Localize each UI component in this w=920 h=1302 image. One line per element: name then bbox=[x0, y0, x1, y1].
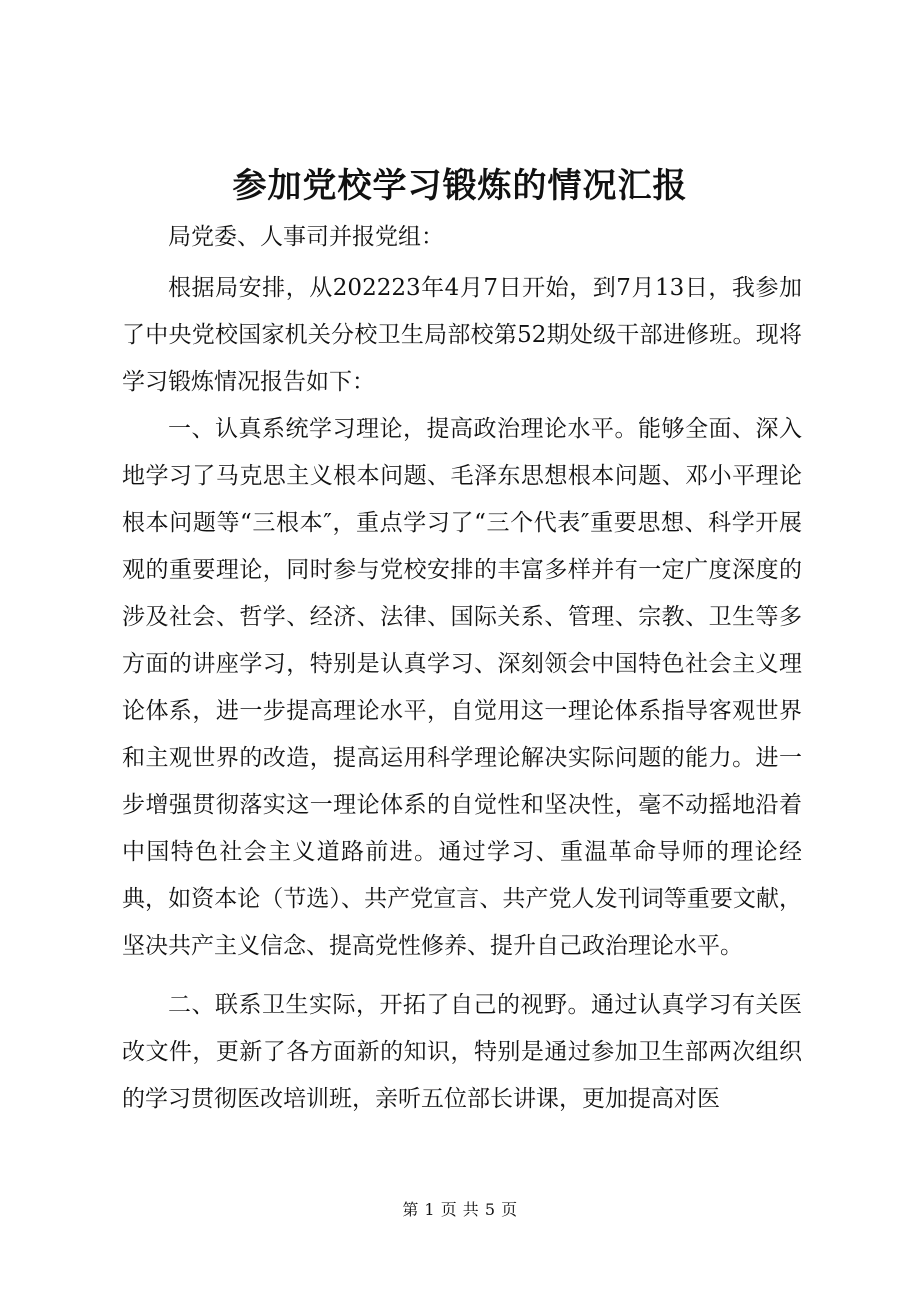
page-footer: 第 1 页 共 5 页 bbox=[402, 1200, 518, 1219]
salutation: 局党委、人事司并报党组： bbox=[168, 224, 444, 250]
document-body bbox=[122, 214, 802, 1123]
document-title: 参加党校学习锻炼的情况汇报 bbox=[232, 166, 688, 206]
paragraph-section-2: 二、联系卫生实际，开拓了自己的视野。通过认真学习有关医改文件，更新了各方面新的知识，特别是通过参加卫生部两次组织的学习贯彻医改培训班，亲听五位部长讲课，更加提高对医 bbox=[122, 992, 802, 1112]
paragraph-section-1: 一、认真系统学习理论，提高政治理论水平。能够全面、深入地学习了马克思主义根本问题、毛泽东思想根本问题、邓小平理论根本问题等“三根本″，重点学习了“三个代表″重要思想、科学开展观的重要理论，同时参与党校安排的丰富多样并有一定广度深度的涉及社会、哲学、经济、法律、国际关系、管理、宗教、卫生等多方面的讲座学习，特别是认真学习、深刻领会中国特色社会主义理论体系，进一步提高理论水平，自觉用这一理论体系指导客观世界和主观世界的改造，提高运用科学理论解决实际问题的能力。进一步增强贯彻落实这一理论体系的自觉性和坚决性，毫不动摇地沿着中国特色社会主义道路前进。通过学习、重温革命导师的理论经典，如资本论（节选）、共产党宣言、共产党人发刊词等重要文献，坚决共产主义信念、提高党性修养、提升自己政治理论水平。 bbox=[122, 416, 802, 959]
paragraph-intro: 根据局安排，从202223年4月7日开始，到7月13日，我参加了中央党校国家机关分校卫生局部校第52期处级干部进修班。现将学习锻炼情况报告如下： bbox=[122, 275, 802, 395]
